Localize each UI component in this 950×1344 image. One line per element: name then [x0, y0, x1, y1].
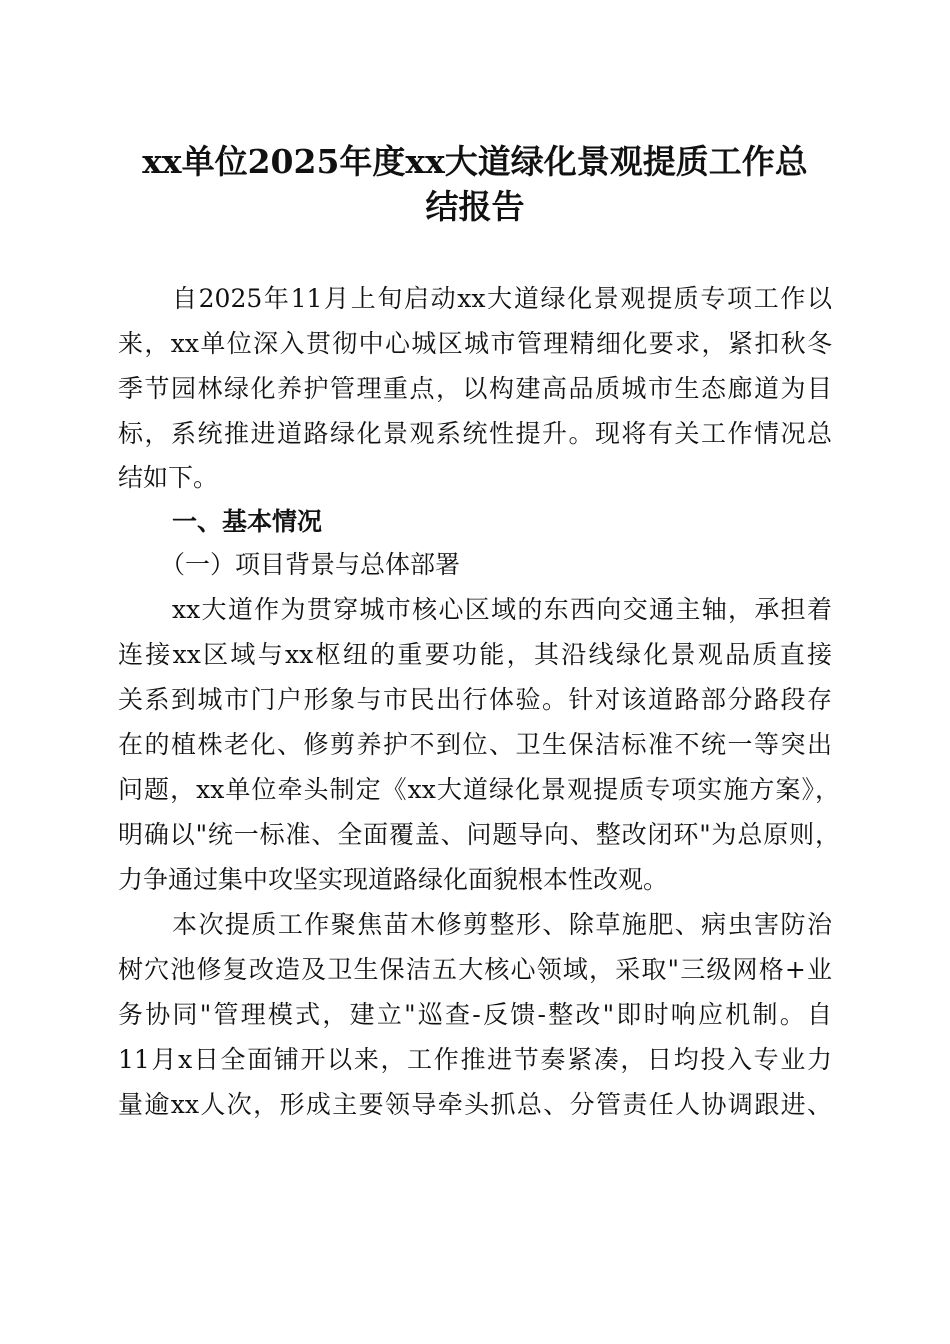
paragraph-1-line: 自2025年11月上旬启动xx大道绿化景观提质专项工作以	[172, 284, 832, 313]
paragraph-2-line: 关系到城市门户形象与市民出行体验。针对该道路部分路段存	[118, 685, 832, 714]
paragraph-3-line: 量逾xx人次，形成主要领导牵头抓总、分管责任人协调跟进、	[118, 1090, 832, 1119]
paragraph-1-line: 季节园林绿化养护管理重点，以构建高品质城市生态廊道为目	[118, 374, 832, 403]
paragraph-3-line: 树穴池修复改造及卫生保洁五大核心领域，采取"三级网格+业	[118, 955, 832, 984]
document-title-line-2: 结报告	[425, 187, 525, 226]
paragraph-3-line: 本次提质工作聚焦苗木修剪整形、除草施肥、病虫害防治	[172, 910, 832, 939]
paragraph-1-line: 结如下。	[118, 463, 219, 492]
section-heading: 一、基本情况	[172, 507, 323, 536]
paragraph-2-line: 明确以"统一标准、全面覆盖、问题导向、整改闭环"为总原则，	[118, 820, 840, 849]
subsection-heading: （一）项目背景与总体部署	[160, 550, 461, 579]
paragraph-2-line: 力争通过集中攻坚实现道路绿化面貌根本性改观。	[118, 865, 669, 894]
paragraph-2-line: 问题，xx单位牵头制定《xx大道绿化景观提质专项实施方案》，	[118, 775, 840, 804]
paragraph-3-line: 务协同"管理模式，建立"巡查-反馈-整改"即时响应机制。自	[118, 1000, 832, 1029]
paragraph-3-line: 11月x日全面铺开以来，工作推进节奏紧凑，日均投入专业力	[118, 1045, 832, 1074]
paragraph-2-line: 在的植株老化、修剪养护不到位、卫生保洁标准不统一等突出	[118, 730, 832, 759]
paragraph-2-line: 连接xx区域与xx枢纽的重要功能，其沿线绿化景观品质直接	[118, 640, 832, 669]
paragraph-2-line: xx大道作为贯穿城市核心区域的东西向交通主轴，承担着	[172, 595, 832, 624]
paragraph-1-line: 来，xx单位深入贯彻中心城区城市管理精细化要求，紧扣秋冬	[118, 329, 832, 358]
paragraph-1-line: 标，系统推进道路绿化景观系统性提升。现将有关工作情况总	[118, 419, 832, 448]
document-title-line-1: xx单位2025年度xx大道绿化景观提质工作总	[142, 142, 808, 181]
